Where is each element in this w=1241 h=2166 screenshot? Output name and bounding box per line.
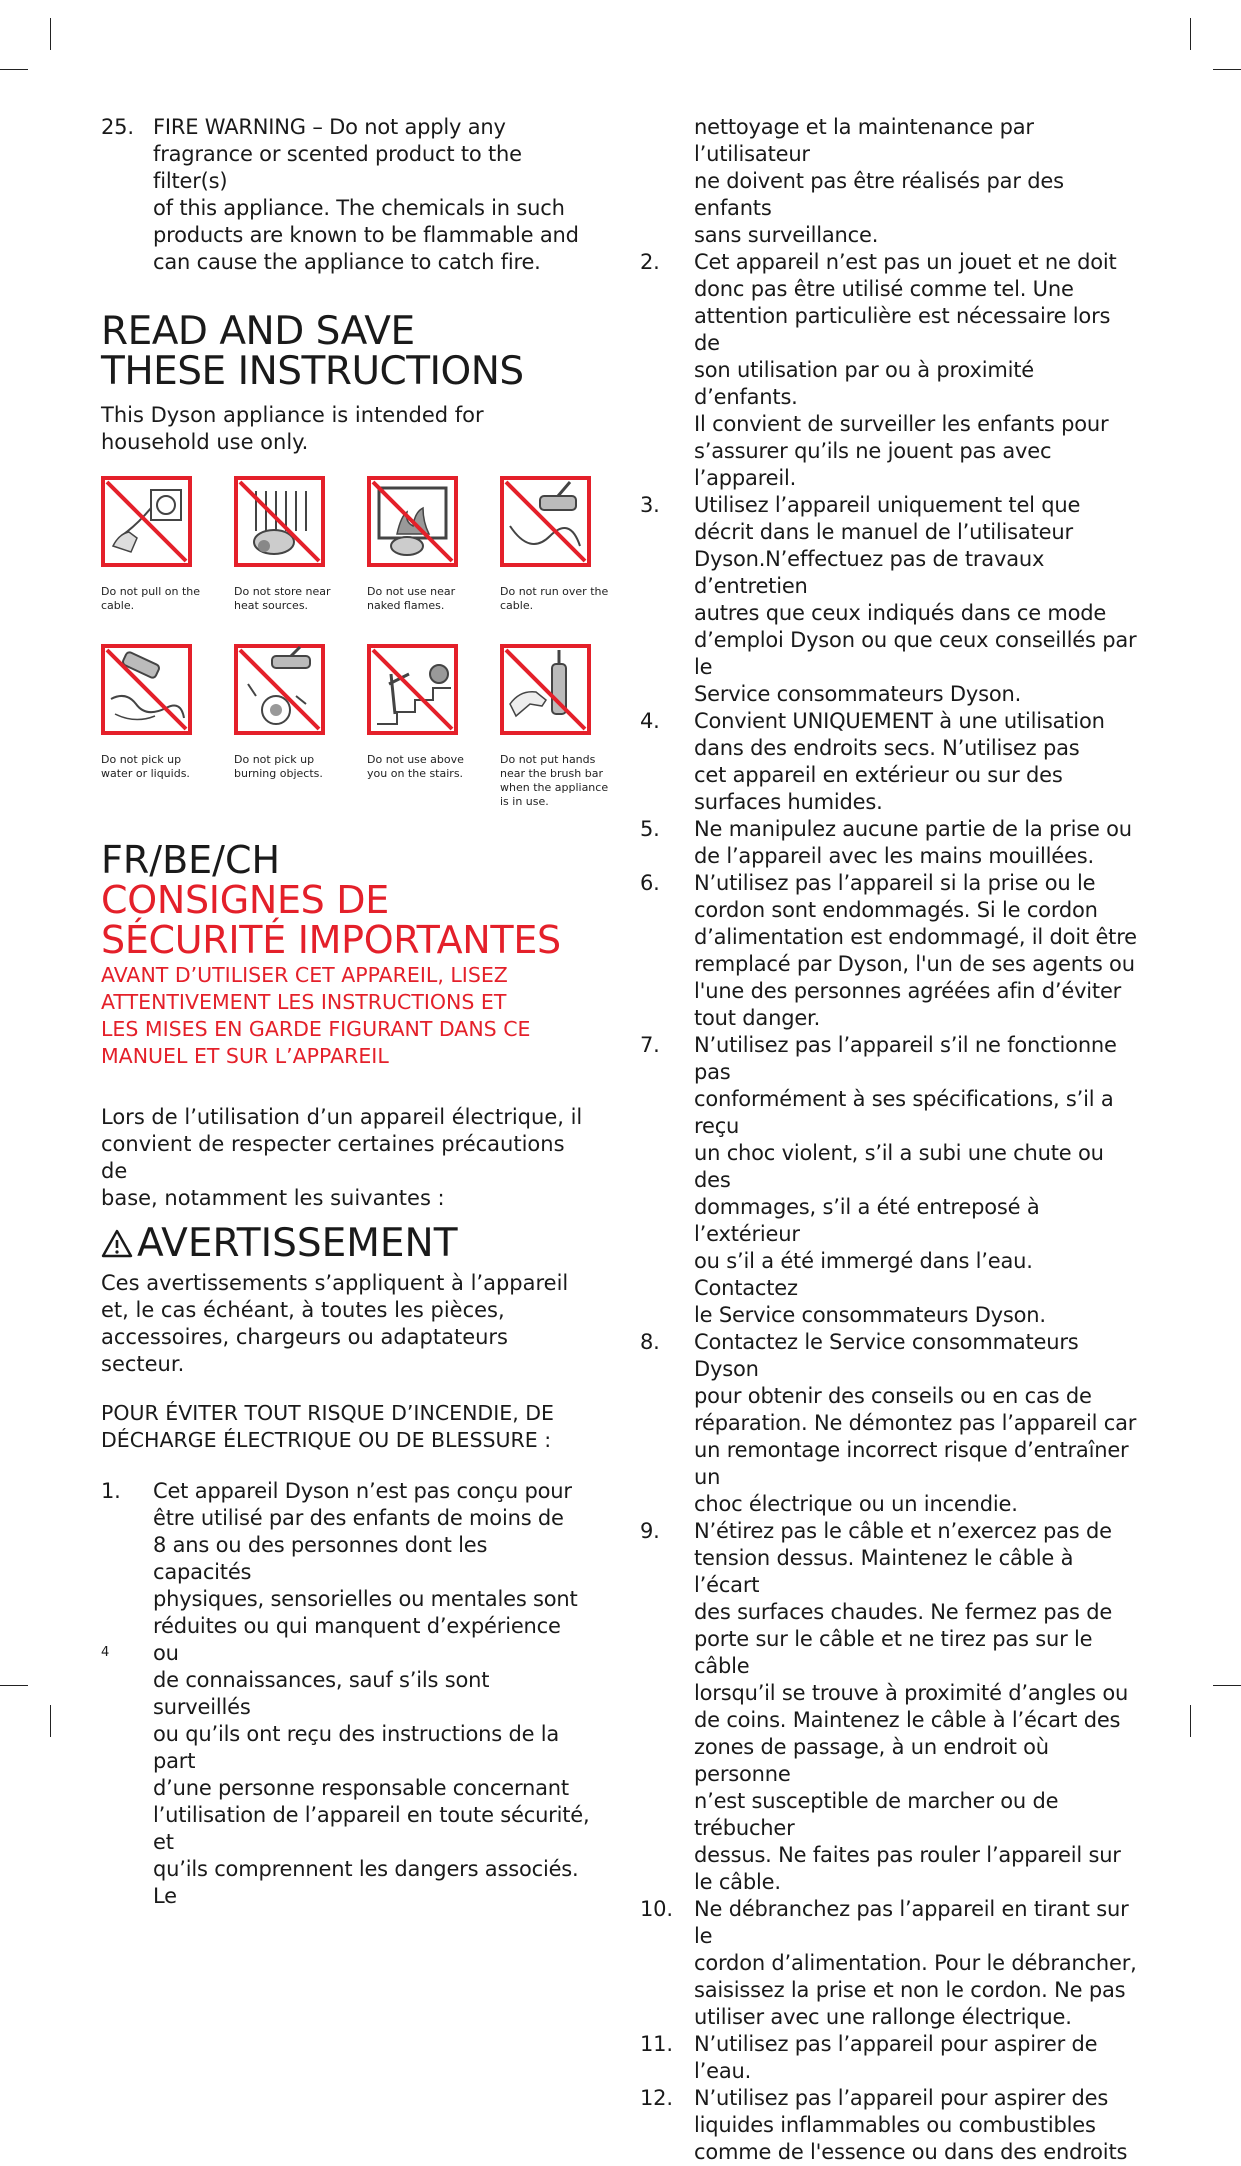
pictogram-caption: Do not put hands near the brush bar when the appliance is in use. xyxy=(500,753,609,808)
pictogram xyxy=(101,644,234,812)
warning-heading xyxy=(101,1222,591,1266)
item-text: Ne manipulez aucune partie de la prise ou de l’appareil avec les mains mouillées. xyxy=(694,817,1132,868)
item-text: N’utilisez pas l’appareil pour aspirer de l’eau. xyxy=(694,2032,1098,2083)
item-number: 1. xyxy=(101,1479,121,1503)
crop-mark xyxy=(1190,1705,1191,1737)
pictogram-caption: Do not store near heat sources. xyxy=(234,585,331,612)
left-column xyxy=(101,114,609,1910)
pictogram xyxy=(234,476,367,644)
list-item xyxy=(640,249,1140,492)
item-number: 4. xyxy=(640,709,660,733)
pictogram-caption: Do not run over the cable. xyxy=(500,585,609,612)
en-subheading: This Dyson appliance is intended for household use only. xyxy=(101,403,484,454)
list-item xyxy=(640,1329,1140,1518)
en-heading: READ AND SAVE THESE INSTRUCTIONS xyxy=(101,309,524,394)
item-number: 3. xyxy=(640,493,660,517)
item-text: Contactez le Service consommateurs Dyson pour obtenir des conseils ou en cas de réparation. Ne démontez pas l’appareil car un remontage incorrect risque d’entraîner un choc électrique ou un incendie. xyxy=(694,1330,1137,1516)
no-heat-source-icon xyxy=(234,476,325,567)
list-item xyxy=(640,2085,1140,2166)
list-item xyxy=(640,1518,1140,1896)
pictogram xyxy=(500,476,633,644)
list-item xyxy=(640,870,1140,1032)
item-number: 12. xyxy=(640,2086,673,2110)
crop-mark xyxy=(50,18,51,50)
risk-heading: POUR ÉVITER TOUT RISQUE D’INCENDIE, DE DÉCHARGE ÉLECTRIQUE OU DE BLESSURE : xyxy=(101,1401,554,1452)
item-text: Cet appareil n’est pas un jouet et ne doit donc pas être utilisé comme tel. Une attention particulière est nécessaire lors de son utilisation par ou à proximité d’enfants. Il convient de surveiller les enfants pour s’assurer qu’ils ne jouent pas avec l’appareil. xyxy=(694,250,1117,490)
list-item xyxy=(640,1032,1140,1329)
item-number: 5. xyxy=(640,817,660,841)
item-number: 6. xyxy=(640,871,660,895)
pictogram-caption: Do not pick up burning objects. xyxy=(234,753,323,780)
item-number: 8. xyxy=(640,1330,660,1354)
item-text: FIRE WARNING – Do not apply any fragrance or scented product to the filter(s) of this appliance. The chemicals in such products are known to be flammable and can cause the appliance to catch fire. xyxy=(153,115,579,274)
item-number xyxy=(640,114,694,249)
list-item xyxy=(640,114,1140,249)
item-text: N’utilisez pas l’appareil pour aspirer des liquides inflammables ou combustibles comme de l'essence ou dans des endroits xyxy=(694,2086,1128,2164)
item-number: 2. xyxy=(640,250,660,274)
item-number: 10. xyxy=(640,1897,673,1921)
pictogram xyxy=(500,644,633,812)
fr-heading: CONSIGNES DE SÉCURITÉ IMPORTANTES xyxy=(101,878,561,962)
item-text: Cet appareil Dyson n’est pas conçu pour être utilisé par des enfants de moins de 8 ans ou des personnes dont les capacités physiques, sensorielles ou mentales sont réduites ou qui manquent d’expérience ou de connaissances, sauf s’ils sont surveillés ou qu’ils ont reçu des instructions de la part d’une personne responsable concernant l’utilisation de l’appareil en toute sécurité, et qu’ils comprennent les dangers associés. Le xyxy=(153,1479,590,1908)
list-item xyxy=(640,492,1140,708)
fr-list-left xyxy=(101,1478,591,1910)
intro-paragraph: Lors de l’utilisation d’un appareil électrique, il convient de respecter certaines précautions de base, notamment les suivantes : xyxy=(101,1105,583,1210)
warning-title: AVERTISSEMENT xyxy=(137,1221,458,1266)
list-item-25 xyxy=(101,114,591,276)
pictogram xyxy=(367,644,500,812)
pictogram-caption: Do not pull on the cable. xyxy=(101,585,201,612)
region-label: FR/BE/CH xyxy=(101,838,281,882)
crop-mark xyxy=(0,1685,28,1686)
warning-subtext: Ces avertissements s’appliquent à l’appareil et, le cas échéant, à toutes les pièces, accessoires, chargeurs ou adaptateurs secteur. xyxy=(101,1271,569,1376)
item-text: nettoyage et la maintenance par l’utilisateur ne doivent pas être réalisés par des enfants sans surveillance. xyxy=(694,115,1064,247)
list-item xyxy=(101,1478,591,1910)
item-number: 7. xyxy=(640,1033,660,1057)
item-number: 9. xyxy=(640,1519,660,1543)
list-item xyxy=(640,2031,1140,2085)
item-text: N’étirez pas le câble et n’exercez pas de tension dessus. Maintenez le câble à l’écart des surfaces chaudes. Ne fermez pas de porte sur le câble et ne tirez pas sur le câble lorsqu’il se trouve à proximité d’angles ou de coins. Maintenez le câble à l’écart des zones de passage, à un endroit où personne n’est susceptible de marcher ou de trébucher dessus. Ne faites pas rouler l’appareil sur le câble. xyxy=(694,1519,1129,1894)
item-number: 11. xyxy=(640,2032,673,2056)
item-text: N’utilisez pas l’appareil s’il ne fonctionne pas conformément à ses spécifications, s’il a reçu un choc violent, s’il a subi une chute ou des dommages, s’il a été entreposé à l’extérieur ou s’il a été immergé dans l’eau. Contactez le Service consommateurs Dyson. xyxy=(694,1033,1117,1327)
fr-subheading: AVANT D’UTILISER CET APPAREIL, LISEZ ATTENTIVEMENT LES INSTRUCTIONS ET LES MISES EN GARDE FIGURANT DANS CE MANUEL ET SUR L’APPAREIL xyxy=(101,963,531,1068)
pictogram-grid xyxy=(101,476,609,812)
no-run-over-cable-icon xyxy=(500,476,591,567)
pictogram-caption: Do not pick up water or liquids. xyxy=(101,753,190,780)
no-flames-icon xyxy=(367,476,458,567)
pictogram xyxy=(367,476,500,644)
crop-mark xyxy=(1213,1685,1241,1686)
list-item xyxy=(640,1896,1140,2031)
no-hands-brushbar-icon xyxy=(500,644,591,735)
crop-mark xyxy=(1190,18,1191,50)
pictogram-caption: Do not use near naked flames. xyxy=(367,585,456,612)
pictogram-caption: Do not use above you on the stairs. xyxy=(367,753,464,780)
pictogram xyxy=(234,644,367,812)
item-text: Ne débranchez pas l’appareil en tirant sur le cordon d’alimentation. Pour le débrancher, saisissez la prise et non le cordon. Ne pas utiliser avec une rallonge électrique. xyxy=(694,1897,1137,2029)
warning-triangle-icon xyxy=(101,1229,133,1259)
crop-mark xyxy=(1213,69,1241,70)
item-text: Utilisez l’appareil uniquement tel que décrit dans le manuel de l’utilisateur Dyson.N’effectuez pas de travaux d’entretien autres que ceux indiqués dans ce mode d’emploi Dyson ou que ceux conseillés par le Service consommateurs Dyson. xyxy=(694,493,1137,706)
page-number: 4 xyxy=(101,1645,110,1660)
item-number: 25. xyxy=(101,115,134,139)
list-item xyxy=(640,708,1140,816)
item-text: Convient UNIQUEMENT à une utilisation dans des endroits secs. N’utilisez pas cet appareil en extérieur ou sur des surfaces humides. xyxy=(694,709,1105,814)
item-text: N’utilisez pas l’appareil si la prise ou le cordon sont endommagés. Si le cordon d’alimentation est endommagé, il doit être remplacé par Dyson, l'un de ses agents ou l'une des personnes agréées afin d’éviter tout danger. xyxy=(694,871,1137,1030)
no-stairs-icon xyxy=(367,644,458,735)
pictogram xyxy=(101,476,234,644)
crop-mark xyxy=(50,1705,51,1737)
right-column xyxy=(640,114,1140,2166)
no-burning-objects-icon xyxy=(234,644,325,735)
list-item xyxy=(640,816,1140,870)
crop-mark xyxy=(0,69,28,70)
no-water-icon xyxy=(101,644,192,735)
no-pull-cable-icon xyxy=(101,476,192,567)
